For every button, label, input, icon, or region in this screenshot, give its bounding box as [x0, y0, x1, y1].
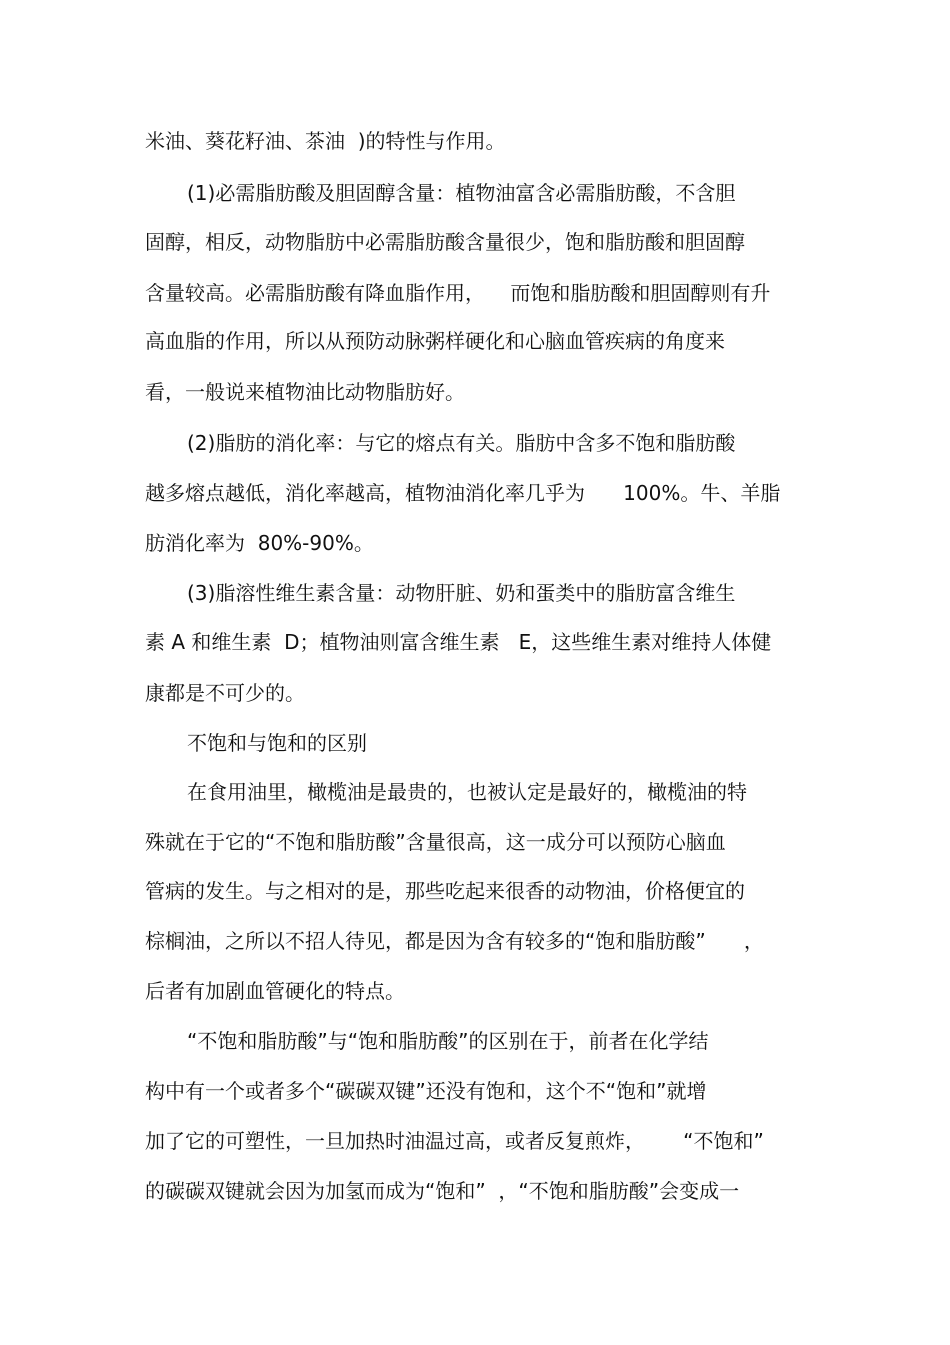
text-line: 米油、葵花籽油、茶油 )的特性与作用。 — [145, 129, 506, 153]
text-line: 康都是不可少的。 — [145, 681, 305, 705]
text-line: 越多熔点越低，消化率越高，植物油消化率几乎为 100%。牛、羊脂 — [145, 481, 781, 505]
text-line: (1)必需脂肪酸及胆固醇含量：植物油富含必需脂肪酸，不含胆 — [187, 181, 736, 205]
text-line: 肪消化率为 80%-90%。 — [145, 531, 374, 555]
text-line: 管病的发生。与之相对的是，那些吃起来很香的动物油，价格便宜的 — [145, 879, 745, 903]
text-line: 素 A 和维生素 D；植物油则富含维生素 E，这些维生素对维持人体健 — [145, 630, 772, 654]
text-line: 高血脂的作用，所以从预防动脉粥样硬化和心脑血管疾病的角度来 — [145, 329, 725, 353]
text-line: 在食用油里，橄榄油是最贵的，也被认定是最好的，橄榄油的特 — [187, 780, 747, 804]
text-line: “不饱和脂肪酸”与“饱和脂肪酸”的区别在于，前者在化学结 — [187, 1029, 709, 1053]
text-line: 看，一般说来植物油比动物脂肪好。 — [145, 380, 465, 404]
text-line: 后者有加剧血管硬化的特点。 — [145, 979, 405, 1003]
text-line: 的碳碳双键就会因为加氢而成为“饱和” ，“不饱和脂肪酸”会变成一 — [145, 1179, 740, 1203]
text-line: 构中有一个或者多个“碳碳双键”还没有饱和，这个不“饱和”就增 — [145, 1079, 707, 1103]
text-line: (2)脂肪的消化率：与它的熔点有关。脂肪中含多不饱和脂肪酸 — [187, 431, 736, 455]
text-line: 含量较高。必需脂肪酸有降血脂作用， 而饱和脂肪酸和胆固醇则有升 — [145, 281, 771, 305]
text-line: 固醇，相反，动物脂肪中必需脂肪酸含量很少，饱和脂肪酸和胆固醇 — [145, 230, 745, 254]
text-line: (3)脂溶性维生素含量：动物肝脏、奶和蛋类中的脂肪富含维生 — [187, 581, 736, 605]
text-line: 棕榈油，之所以不招人待见，都是因为含有较多的“饱和脂肪酸” ， — [145, 929, 764, 953]
text-line: 殊就在于它的“不饱和脂肪酸”含量很高，这一成分可以预防心脑血 — [145, 830, 726, 854]
section-heading: 不饱和与饱和的区别 — [187, 731, 367, 755]
text-line: 加了它的可塑性，一旦加热时油温过高，或者反复煎炸， “不饱和” — [145, 1129, 764, 1153]
